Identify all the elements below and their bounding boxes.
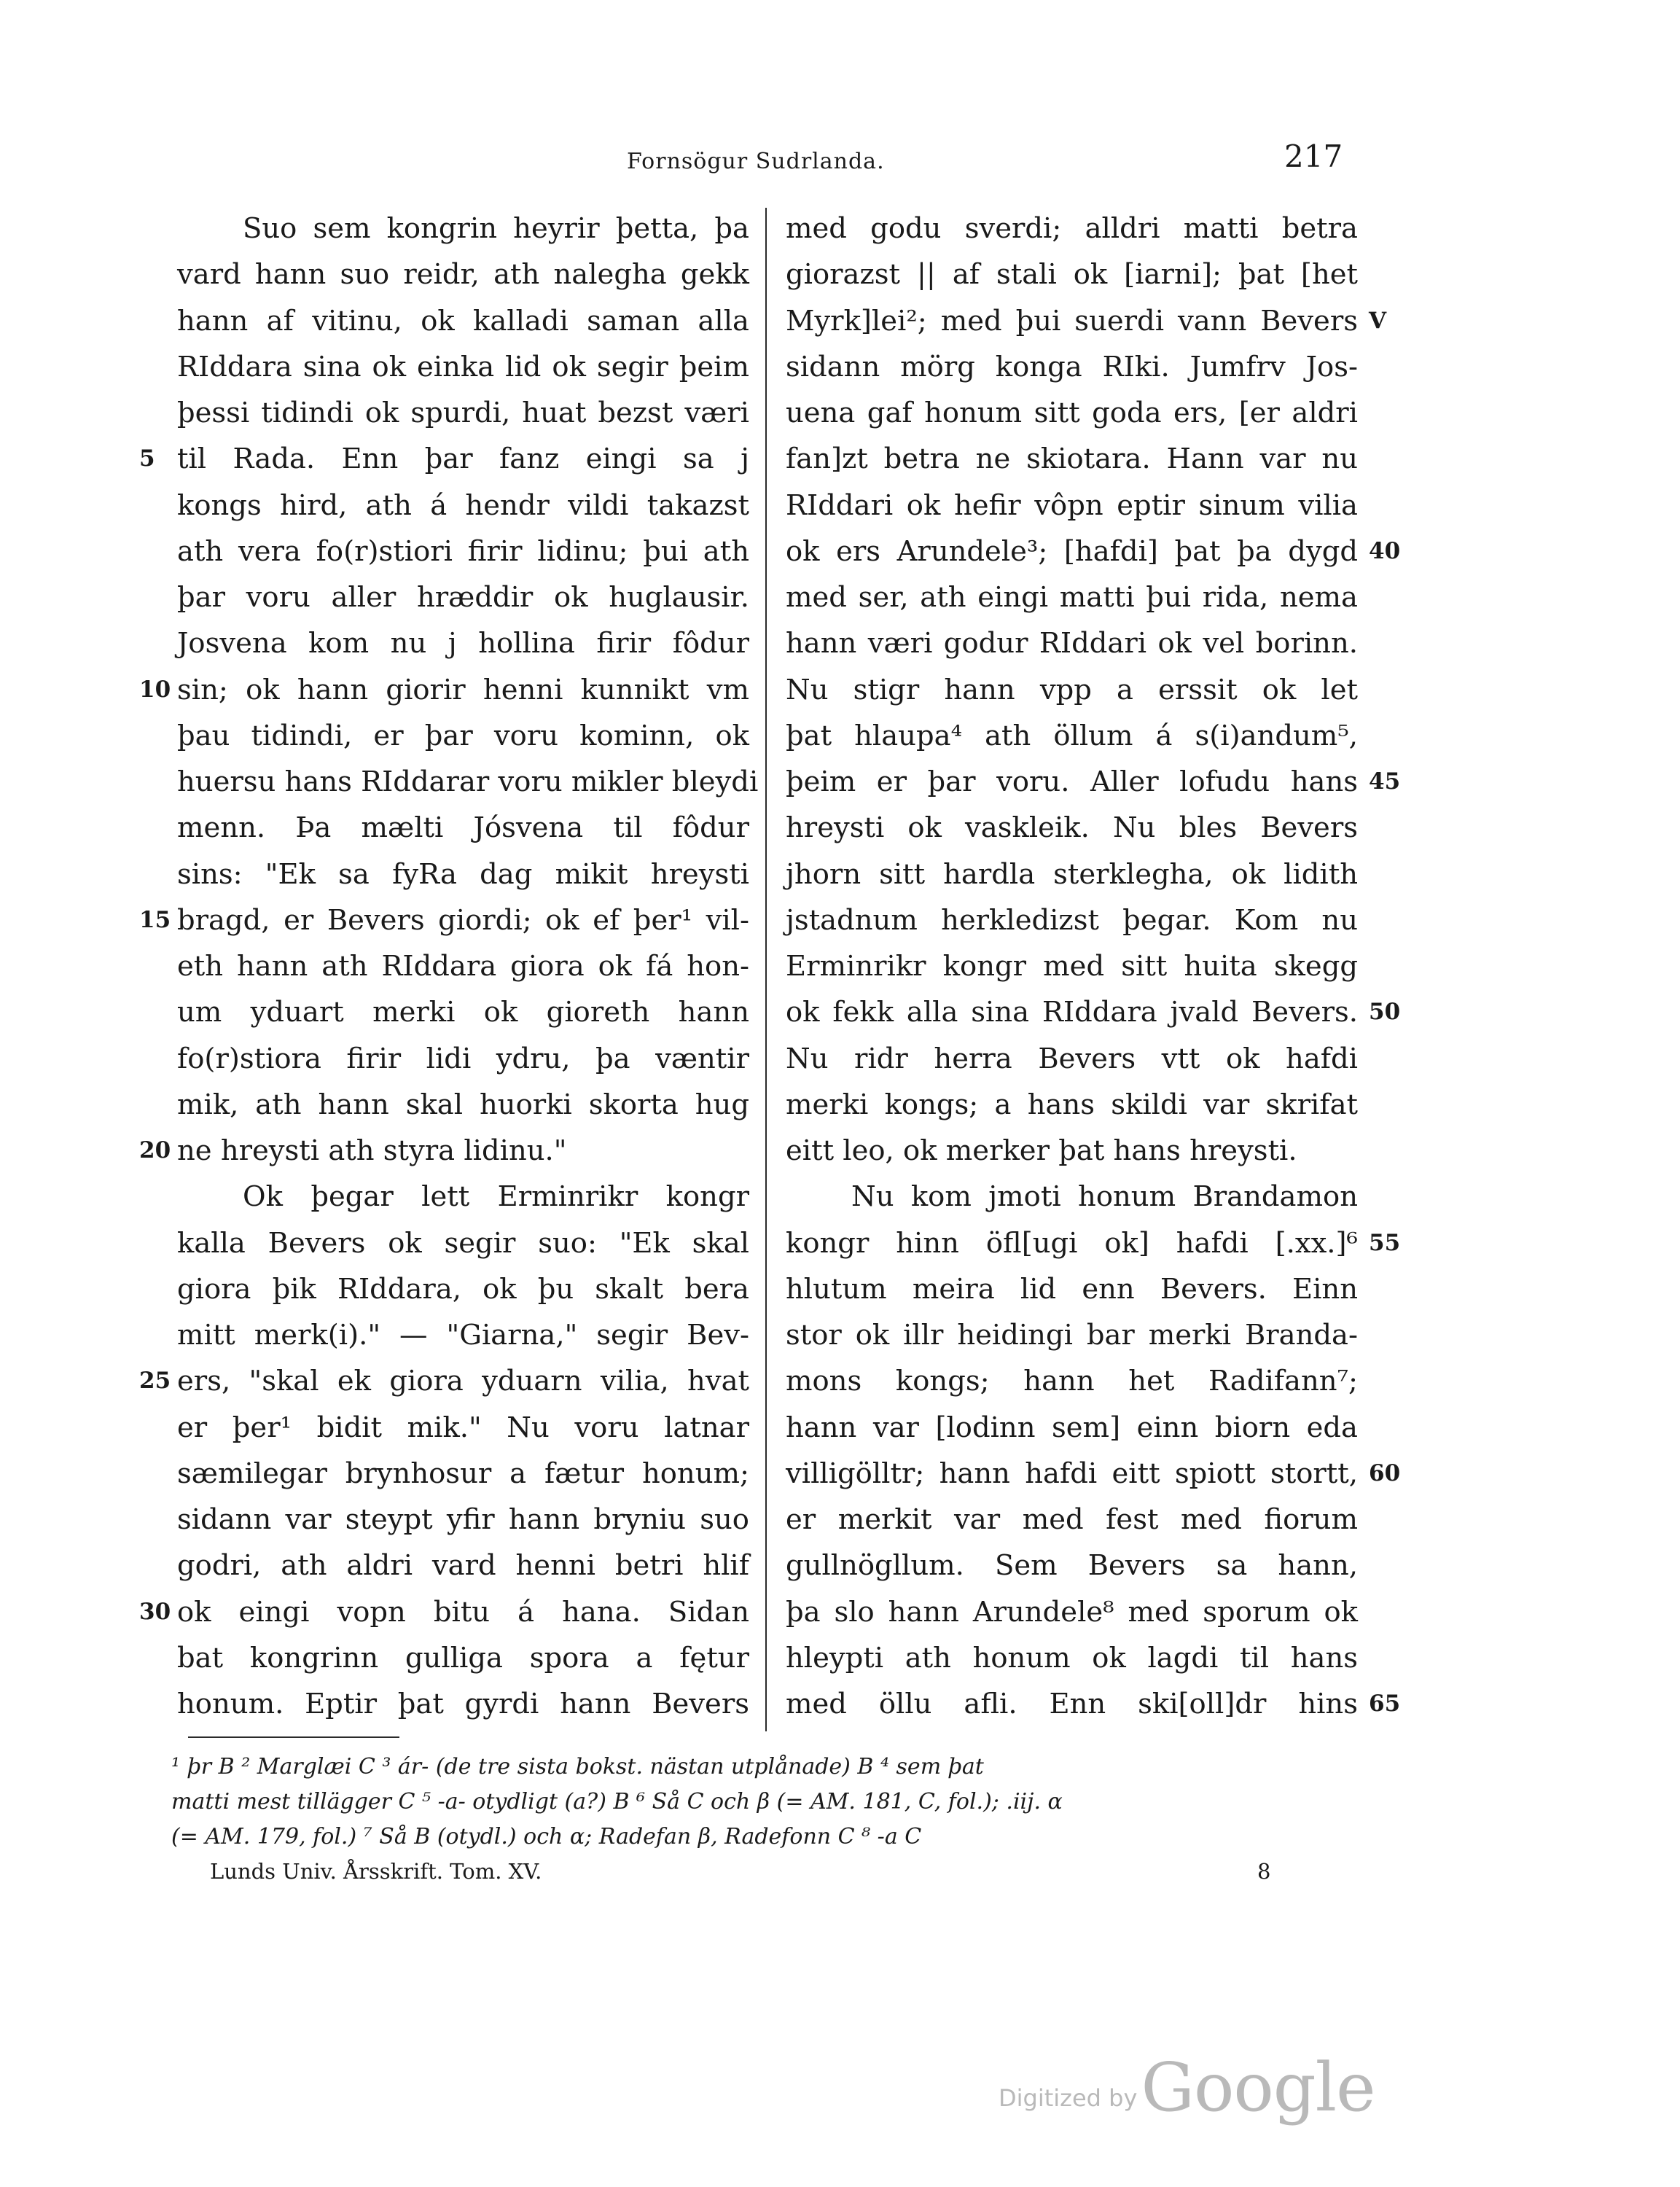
text-line bbox=[177, 1358, 760, 1404]
digitized-prefix: Digitized by bbox=[999, 2084, 1138, 2112]
text-line bbox=[786, 1497, 1361, 1543]
line-number: 15 bbox=[139, 906, 171, 933]
text-line bbox=[786, 897, 1361, 943]
text-line bbox=[177, 1036, 760, 1082]
text-line bbox=[177, 298, 760, 344]
text-line bbox=[786, 390, 1361, 436]
line-text: ne hreysti ath styra lidinu." bbox=[177, 1134, 567, 1167]
line-text: hleypti ath honum ok lagdi til hans bbox=[786, 1641, 1358, 1675]
column-divider bbox=[765, 208, 767, 1731]
line-text: honum. Eptir þat gyrdi hann Bevers bbox=[177, 1688, 749, 1720]
line-text: giorazst || af stali ok [iarni]; þat [het bbox=[786, 258, 1358, 292]
text-line bbox=[786, 1312, 1361, 1358]
line-text: RIddari ok hefir vôpn eptir sinum vilia bbox=[786, 488, 1358, 522]
line-text: bat kongrinn gulliga spora a fętur bbox=[177, 1641, 749, 1675]
line-text: sins: "Ek sa fyRa dag mikit hreysti bbox=[177, 857, 749, 891]
text-line bbox=[786, 1681, 1361, 1727]
line-number: 20 bbox=[139, 1137, 171, 1163]
text-line bbox=[177, 344, 760, 390]
line-text: eth hann ath RIddara giora ok fá hon- bbox=[177, 950, 749, 983]
line-text: menn. Þa mælti Jósvena til fôdur bbox=[177, 811, 749, 845]
line-text: jstadnum herkledizst þegar. Kom nu bbox=[786, 903, 1358, 937]
text-line bbox=[786, 667, 1361, 713]
line-text: eitt leo, ok merker þat hans hreysti. bbox=[786, 1134, 1297, 1167]
left-column bbox=[139, 206, 760, 1727]
text-line bbox=[786, 805, 1361, 851]
line-text: kalla Bevers ok segir suo: "Ek skal bbox=[177, 1226, 749, 1260]
text-line bbox=[786, 1451, 1361, 1497]
line-text: sidann mörg konga RIki. Jumfrv Jos- bbox=[786, 350, 1358, 383]
text-line bbox=[177, 805, 760, 851]
text-line bbox=[177, 943, 760, 989]
line-text: kongs hird, ath á hendr vildi takazst bbox=[177, 488, 749, 522]
line-text: um yduart merki ok gioreth hann bbox=[177, 996, 749, 1029]
line-text: gullnögllum. Sem Bevers sa hann, bbox=[786, 1549, 1358, 1583]
text-line bbox=[177, 1497, 760, 1543]
line-text: kongr hinn öfl[ugi ok] hafdi [.xx.]⁶ bbox=[786, 1226, 1358, 1260]
text-line bbox=[177, 713, 760, 759]
line-text: med ser, ath eingi matti þui rida, nema bbox=[786, 581, 1358, 614]
text-line bbox=[786, 1266, 1361, 1312]
line-text: med öllu afli. Enn ski[oll]dr hins bbox=[786, 1688, 1358, 1720]
text-line bbox=[177, 1589, 760, 1635]
line-text: Myrk]lei²; med þui suerdi vann Bevers bbox=[786, 304, 1358, 338]
digitized-stamp bbox=[999, 2048, 1375, 2126]
line-number: 40 bbox=[1369, 537, 1401, 564]
line-text: Nu kom jmoti honum Brandamon bbox=[851, 1180, 1358, 1214]
line-text: til Rada. Enn þar fanz eingi sa j bbox=[177, 443, 749, 476]
text-line bbox=[786, 298, 1361, 344]
line-number: 10 bbox=[139, 676, 171, 703]
line-number: V bbox=[1369, 307, 1387, 334]
line-text: ok eingi vopn bitu á hana. Sidan bbox=[177, 1595, 749, 1629]
footnote-line: ¹ þr B ² Marglæi C ³ ár- (de tre sista bokst. nästan utplånade) B ⁴ sem þat bbox=[171, 1754, 984, 1779]
text-line bbox=[786, 1036, 1361, 1082]
footnotes bbox=[171, 1750, 1374, 1855]
text-line bbox=[786, 436, 1361, 482]
text-line bbox=[177, 667, 760, 713]
footnote-line: (= AM. 179, fol.) ⁷ Så B (otydl.) och α; Radefan β, Radefonn C ⁸ -a C bbox=[171, 1824, 922, 1849]
text-line bbox=[177, 759, 760, 805]
line-text: sidann var steypt yfir hann bryniu suo bbox=[177, 1503, 749, 1536]
line-number: 55 bbox=[1369, 1229, 1401, 1256]
line-text: hann af vitinu, ok kalladi saman alla bbox=[177, 304, 749, 338]
line-text: þau tidindi, er þar voru kominn, ok bbox=[177, 719, 749, 752]
text-line bbox=[177, 436, 760, 482]
text-line bbox=[177, 1681, 760, 1727]
text-line bbox=[177, 1266, 760, 1312]
line-text: huersu hans RIddarar voru mikler bleydi bbox=[177, 765, 759, 798]
footnote-rule bbox=[188, 1736, 399, 1738]
line-text: hann væri godur RIddari ok vel borinn. bbox=[786, 627, 1358, 660]
text-line bbox=[177, 1451, 760, 1497]
line-text: ok fekk alla sina RIddara jvald Bevers. bbox=[786, 996, 1358, 1029]
line-text: Erminrikr kongr med sitt huita skegg bbox=[786, 950, 1358, 983]
line-text: Nu stigr hann vpp a erssit ok let bbox=[786, 673, 1358, 706]
text-line bbox=[177, 1220, 760, 1266]
line-number: 5 bbox=[139, 445, 155, 472]
line-text: er þer¹ bidit mik." Nu voru latnar bbox=[177, 1411, 749, 1444]
line-text: med godu sverdi; alldri matti betra bbox=[786, 212, 1358, 245]
text-line bbox=[177, 1405, 760, 1451]
text-line bbox=[177, 1174, 760, 1220]
line-number: 65 bbox=[1369, 1691, 1401, 1717]
line-text: ath vera fo(r)stiori firir lidinu; þui ath bbox=[177, 534, 749, 568]
line-text: Josvena kom nu j hollina firir fôdur bbox=[177, 627, 749, 660]
line-text: þa slo hann Arundele⁸ med sporum ok bbox=[786, 1595, 1358, 1629]
text-line bbox=[177, 574, 760, 620]
line-text: RIddara sina ok einka lid ok segir þeim bbox=[177, 350, 749, 383]
google-logo: Google bbox=[1141, 2048, 1375, 2126]
line-text: jhorn sitt hardla sterklegha, ok lidith bbox=[786, 857, 1358, 891]
text-line bbox=[786, 620, 1361, 666]
line-text: Suo sem kongrin heyrir þetta, þa bbox=[243, 212, 749, 245]
line-text: þessi tidindi ok spurdi, huat bezst væri bbox=[177, 397, 749, 429]
line-number: 25 bbox=[139, 1368, 171, 1395]
text-line bbox=[786, 1082, 1361, 1128]
text-line bbox=[177, 252, 760, 297]
text-line bbox=[786, 1543, 1361, 1588]
text-line bbox=[786, 989, 1361, 1035]
text-line bbox=[786, 1128, 1361, 1174]
line-text: ers, "skal ek giora yduarn vilia, hvat bbox=[177, 1365, 749, 1398]
line-number: 45 bbox=[1369, 768, 1401, 795]
line-text: fo(r)stiora firir lidi ydru, þa væntir bbox=[177, 1042, 749, 1075]
line-text: hreysti ok vaskleik. Nu bles Bevers bbox=[786, 811, 1358, 845]
line-text: hlutum meira lid enn Bevers. Einn bbox=[786, 1272, 1358, 1306]
text-line bbox=[177, 483, 760, 529]
signature-mark: 8 bbox=[1257, 1859, 1271, 1884]
line-text: þat hlaupa⁴ ath öllum á s(i)andum⁵, bbox=[786, 719, 1358, 752]
text-line bbox=[786, 206, 1361, 252]
text-line bbox=[177, 1635, 760, 1681]
text-line bbox=[177, 989, 760, 1035]
text-line bbox=[786, 1358, 1361, 1404]
text-line bbox=[177, 529, 760, 574]
text-line bbox=[786, 851, 1361, 897]
text-line bbox=[786, 1220, 1361, 1266]
text-line bbox=[786, 344, 1361, 390]
line-number: 30 bbox=[139, 1598, 171, 1625]
line-number: 50 bbox=[1369, 999, 1401, 1026]
text-line bbox=[786, 759, 1361, 805]
line-text: mons kongs; hann het Radifann⁷; bbox=[786, 1365, 1358, 1398]
line-text: mik, ath hann skal huorki skorta hug bbox=[177, 1088, 749, 1121]
text-line bbox=[177, 1128, 760, 1174]
line-text: hann var [lodinn sem] einn biorn eda bbox=[786, 1411, 1358, 1444]
line-text: er merkit var med fest med fiorum bbox=[786, 1503, 1358, 1536]
page-number: 217 bbox=[1284, 139, 1343, 174]
line-text: bragd, er Bevers giordi; ok ef þer¹ vil- bbox=[177, 903, 749, 937]
line-text: godri, ath aldri vard henni betri hlif bbox=[177, 1549, 749, 1583]
text-line bbox=[786, 574, 1361, 620]
text-line bbox=[177, 897, 760, 943]
line-text: vard hann suo reidr, ath nalegha gekk bbox=[177, 258, 749, 292]
line-text: giora þik RIddara, ok þu skalt bera bbox=[177, 1272, 749, 1306]
line-text: Ok þegar lett Erminrikr kongr bbox=[243, 1180, 749, 1214]
line-text: sin; ok hann giorir henni kunnikt vm bbox=[177, 673, 749, 706]
line-text: þar voru aller hræddir ok huglausir. bbox=[177, 581, 749, 614]
line-number: 60 bbox=[1369, 1459, 1401, 1486]
line-text: stor ok illr heidingi bar merki Branda- bbox=[786, 1319, 1358, 1352]
line-text: ok ers Arundele³; [hafdi] þat þa dygd bbox=[786, 534, 1358, 568]
right-column bbox=[786, 206, 1401, 1727]
line-text: sæmilegar brynhosur a fætur honum; bbox=[177, 1457, 749, 1490]
footnote-line: matti mest tillägger C ⁵ -a- otydligt (a?) B ⁶ Så C och β (= AM. 181, C, fol.); .iij. α bbox=[171, 1789, 1063, 1814]
line-text: merki kongs; a hans skildi var skrifat bbox=[786, 1088, 1358, 1121]
line-text: villigölltr; hann hafdi eitt spiott stortt, bbox=[786, 1457, 1358, 1490]
line-text: uena gaf honum sitt goda ers, [er aldri bbox=[786, 397, 1358, 429]
signature-line: Lunds Univ. Årsskrift. Tom. XV. bbox=[210, 1859, 542, 1884]
text-line bbox=[177, 206, 760, 252]
line-text: Nu ridr herra Bevers vtt ok hafdi bbox=[786, 1042, 1358, 1075]
line-text: mitt merk(i)." — "Giarna," segir Bev- bbox=[177, 1319, 749, 1352]
line-text: þeim er þar voru. Aller lofudu hans bbox=[786, 765, 1358, 798]
text-line bbox=[786, 529, 1361, 574]
running-title: Fornsögur Sudrlanda. bbox=[627, 149, 885, 174]
text-line bbox=[786, 1589, 1361, 1635]
line-text: fan]zt betra ne skiotara. Hann var nu bbox=[786, 443, 1358, 476]
